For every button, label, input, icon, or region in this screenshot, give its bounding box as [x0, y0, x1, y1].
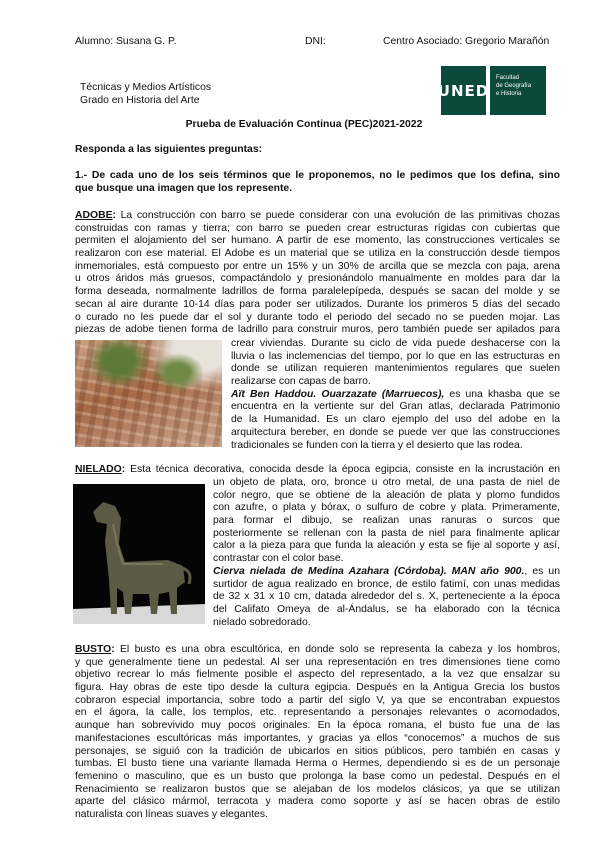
text-line: crear viviendas. Durante su ciclo de vida puede deshacerse con la: [231, 338, 560, 349]
paragraph-lines: [75, 223, 560, 337]
faculty-logo: [490, 66, 546, 115]
text-line: o curado no les puede dar el sol y durante todo el periodo del secado no se pueden mojar. Las: [75, 311, 560, 323]
text-line: en el ágora, la calle, los templos, etc. representando a personajes relevantes o acomodados,: [75, 707, 560, 719]
degree-name: Grado en Historia del Arte: [80, 95, 200, 106]
caption-title: Cierva nielada de Medina Azahara (Córdoba). MAN año 900.: [213, 565, 525, 577]
text-line: figura. Hay obras de este tipo desde la cultura egipcia. Después en la Antigua Grecia los bustos: [75, 682, 560, 694]
text-line: forma deseada, normalmente ladrillos de forma paralelepípeda, después se sacan del molde y se: [75, 286, 560, 298]
text-line: manifestaciones escultóricas más importantes, y gracias ya ellos “conocemos” a muchos de sus: [75, 732, 560, 744]
term-separator: :: [111, 644, 115, 655]
ait-ben-haddou-photo: [75, 340, 222, 447]
faculty-line: de Geografía: [496, 83, 532, 89]
text-line: posteriormente se rellenan con la pasta de niel para finalmente aplicar: [213, 527, 560, 539]
text-line: de la Humanidad. Es un claro ejemplo del uso del adobe en la: [231, 414, 560, 426]
text-line: encuentra en la vertiente sur del Gran atlas, declarada Patrimonio: [231, 401, 560, 413]
text-line: u otros áridos más gruesos, compactándolo y presionándolo manualmente en moldes para dar la: [75, 273, 560, 285]
instruction: Responda a las siguientes preguntas:: [75, 144, 263, 155]
nielado-description: [213, 477, 560, 629]
text-line: personajes, se siguió con la tradición de ubicarlos en sitios públicos, pero también en casas y: [75, 745, 560, 757]
nielado-term: NIELADO: [75, 464, 122, 475]
text-line: con azufre, o plata y bórax, o sulfuro de cobre y plata. Primeramente,: [213, 502, 560, 514]
text-line: objetivo recrear lo más fielmente posible el aspecto del representado, a la vez que ensalzar su: [75, 669, 560, 681]
text-line: color negro, que se obtiene de la aleación de plata y plomo fundidos: [213, 489, 560, 501]
busto-term: BUSTO: [75, 644, 112, 655]
faculty-line: Facultad: [496, 75, 520, 81]
text-line: realizarse con capas de barro.: [231, 376, 371, 388]
text-line: un objeto de plata, oro, bronce u otro metal, de una pasta de niel de: [213, 477, 560, 488]
text-line: construidas con ramas y tierra; con barro se pueden crear estructuras rígidas con cubiertas que: [75, 222, 560, 234]
text-line: realizaron con ese material. El Adobe es un material que se utiliza en la construcción desde tiempos: [75, 248, 560, 260]
text-line: tumbas. El busto tiene una variante llamada Herma o Hermes, dependiendo si es de un personaje: [75, 758, 560, 770]
nielado-section: [75, 464, 560, 477]
paragraph-lines: [75, 657, 560, 822]
paragraph-lines: [231, 338, 560, 389]
caption-text: es una khasba que se: [444, 388, 560, 400]
text-line: piezas de adobe tienen forma de ladrillo para construir muros, pero también puede ser apilados para: [75, 324, 560, 336]
paragraph-text: La construcción con barro se puede considerar con una evolución de las primitivas chozas: [116, 210, 560, 221]
student-name: Alumno: Susana G. P.: [75, 36, 177, 47]
text-line: aunque han sobrevivido muy pocos originales. En la época romana, el busto fue una de las: [75, 720, 560, 732]
term-separator: :: [121, 464, 126, 475]
faculty-line: e Historia: [496, 91, 522, 97]
text-line: inmemoriales, está compuesto por entre un 15% y un 30% de arcilla que se mezcla con paja, arena: [75, 260, 560, 272]
associated-center: Centro Asociado: Gregorio Marañón: [383, 36, 550, 47]
page-title: Prueba de Evaluación Continua (PEC)2021-2022: [185, 119, 423, 130]
text-line: tradicionales se funden con la tierra y el desierto que las rodea.: [231, 439, 523, 451]
question-line: 1.- De cada uno de los seis términos que le proponemos, no le pedimos que los defina, sino: [75, 170, 560, 181]
text-line: lluvia o las inclemencias del tiempo, por lo que en las estructuras en: [231, 350, 560, 362]
text-line: aparte del clásico mármol, terracota y madera como soporte y así se hacen obras de estilo: [75, 796, 560, 808]
text-line: femenino o masculino, que es un busto que prolonga la base como un pedestal. Después en el: [75, 770, 560, 782]
caption-text: , es un: [524, 565, 560, 577]
question-1: [75, 170, 560, 195]
paragraph-text: El busto es una obra escultórica, en donde solo se representa la cabeza y los hombros,: [114, 644, 560, 655]
adobe-term: ADOBE: [75, 210, 113, 221]
text-line: calor a la pieza para que funda la aleación y esta se fije al soporte y así,: [213, 540, 560, 552]
deer-sculpture-image: [73, 484, 205, 624]
paragraph-lines: [231, 401, 560, 452]
text-line: donde se utilizan requieren mantenimientos regulares que suelen: [231, 363, 560, 375]
busto-section: [75, 644, 560, 822]
paragraph-lines: [213, 579, 560, 630]
text-line: y que generalmente tiene un pedestal. Al ser una representación en tres dimensiones tiene como: [75, 656, 560, 668]
paragraph-lines: [213, 477, 560, 566]
term-separator: :: [112, 210, 116, 221]
text-line: permiten el alojamiento del ser humano. A partir de ese momento, las construcciones verticales se: [75, 235, 560, 247]
text-line: cobraron especial importancia, sobre todo a partir del siglo V, ya que se encontraban expuestos: [75, 694, 560, 706]
text-line: para formar el dibujo, se realizan unas ranuras o surcos que: [213, 515, 560, 527]
cierva-medina-azahara-photo: [73, 484, 205, 624]
question-line: que busque una imagen que los represente.: [75, 182, 293, 194]
text-line: de 32 x 31 x 10 cm, datada alrededor del s. X, perteneciente a la época: [213, 591, 560, 603]
text-line: naturalista con líneas suaves y elegantes.: [75, 808, 268, 820]
text-line: arquitectura bereber, en donde se puede ver que las construcciones: [231, 426, 560, 438]
course-name: Técnicas y Medios Artísticos: [80, 82, 212, 93]
text-line: contrastar con el color base.: [213, 553, 344, 565]
text-line: del Califato Omeya de al-Ándalus, se ha elaborado con la técnica: [213, 603, 560, 615]
adobe-description: [231, 338, 560, 452]
caption-title: Aït Ben Haddou. Ouarzazate (Marruecos),: [231, 388, 445, 400]
uned-logo: UNED: [441, 66, 486, 115]
text-line: secan al aire durante 10-14 días para poder ser utilizados. Durante los primeros 5 días del secado: [75, 298, 560, 310]
text-line: Renacimiento se realizaron bustos que se alejaban de los modelos clásicos, ya que se utilizan: [75, 783, 560, 795]
text-line: nielado sobredorado.: [213, 616, 311, 628]
dni-label: DNI:: [305, 36, 326, 47]
adobe-section: [75, 210, 560, 337]
text-line: surtidor de agua realizado en bronce, de estilo fatimí, con unas medidas: [213, 578, 560, 590]
paragraph-text: Esta técnica decorativa, conocida desde la época egipcia, consiste en la incrustación en: [125, 464, 560, 475]
